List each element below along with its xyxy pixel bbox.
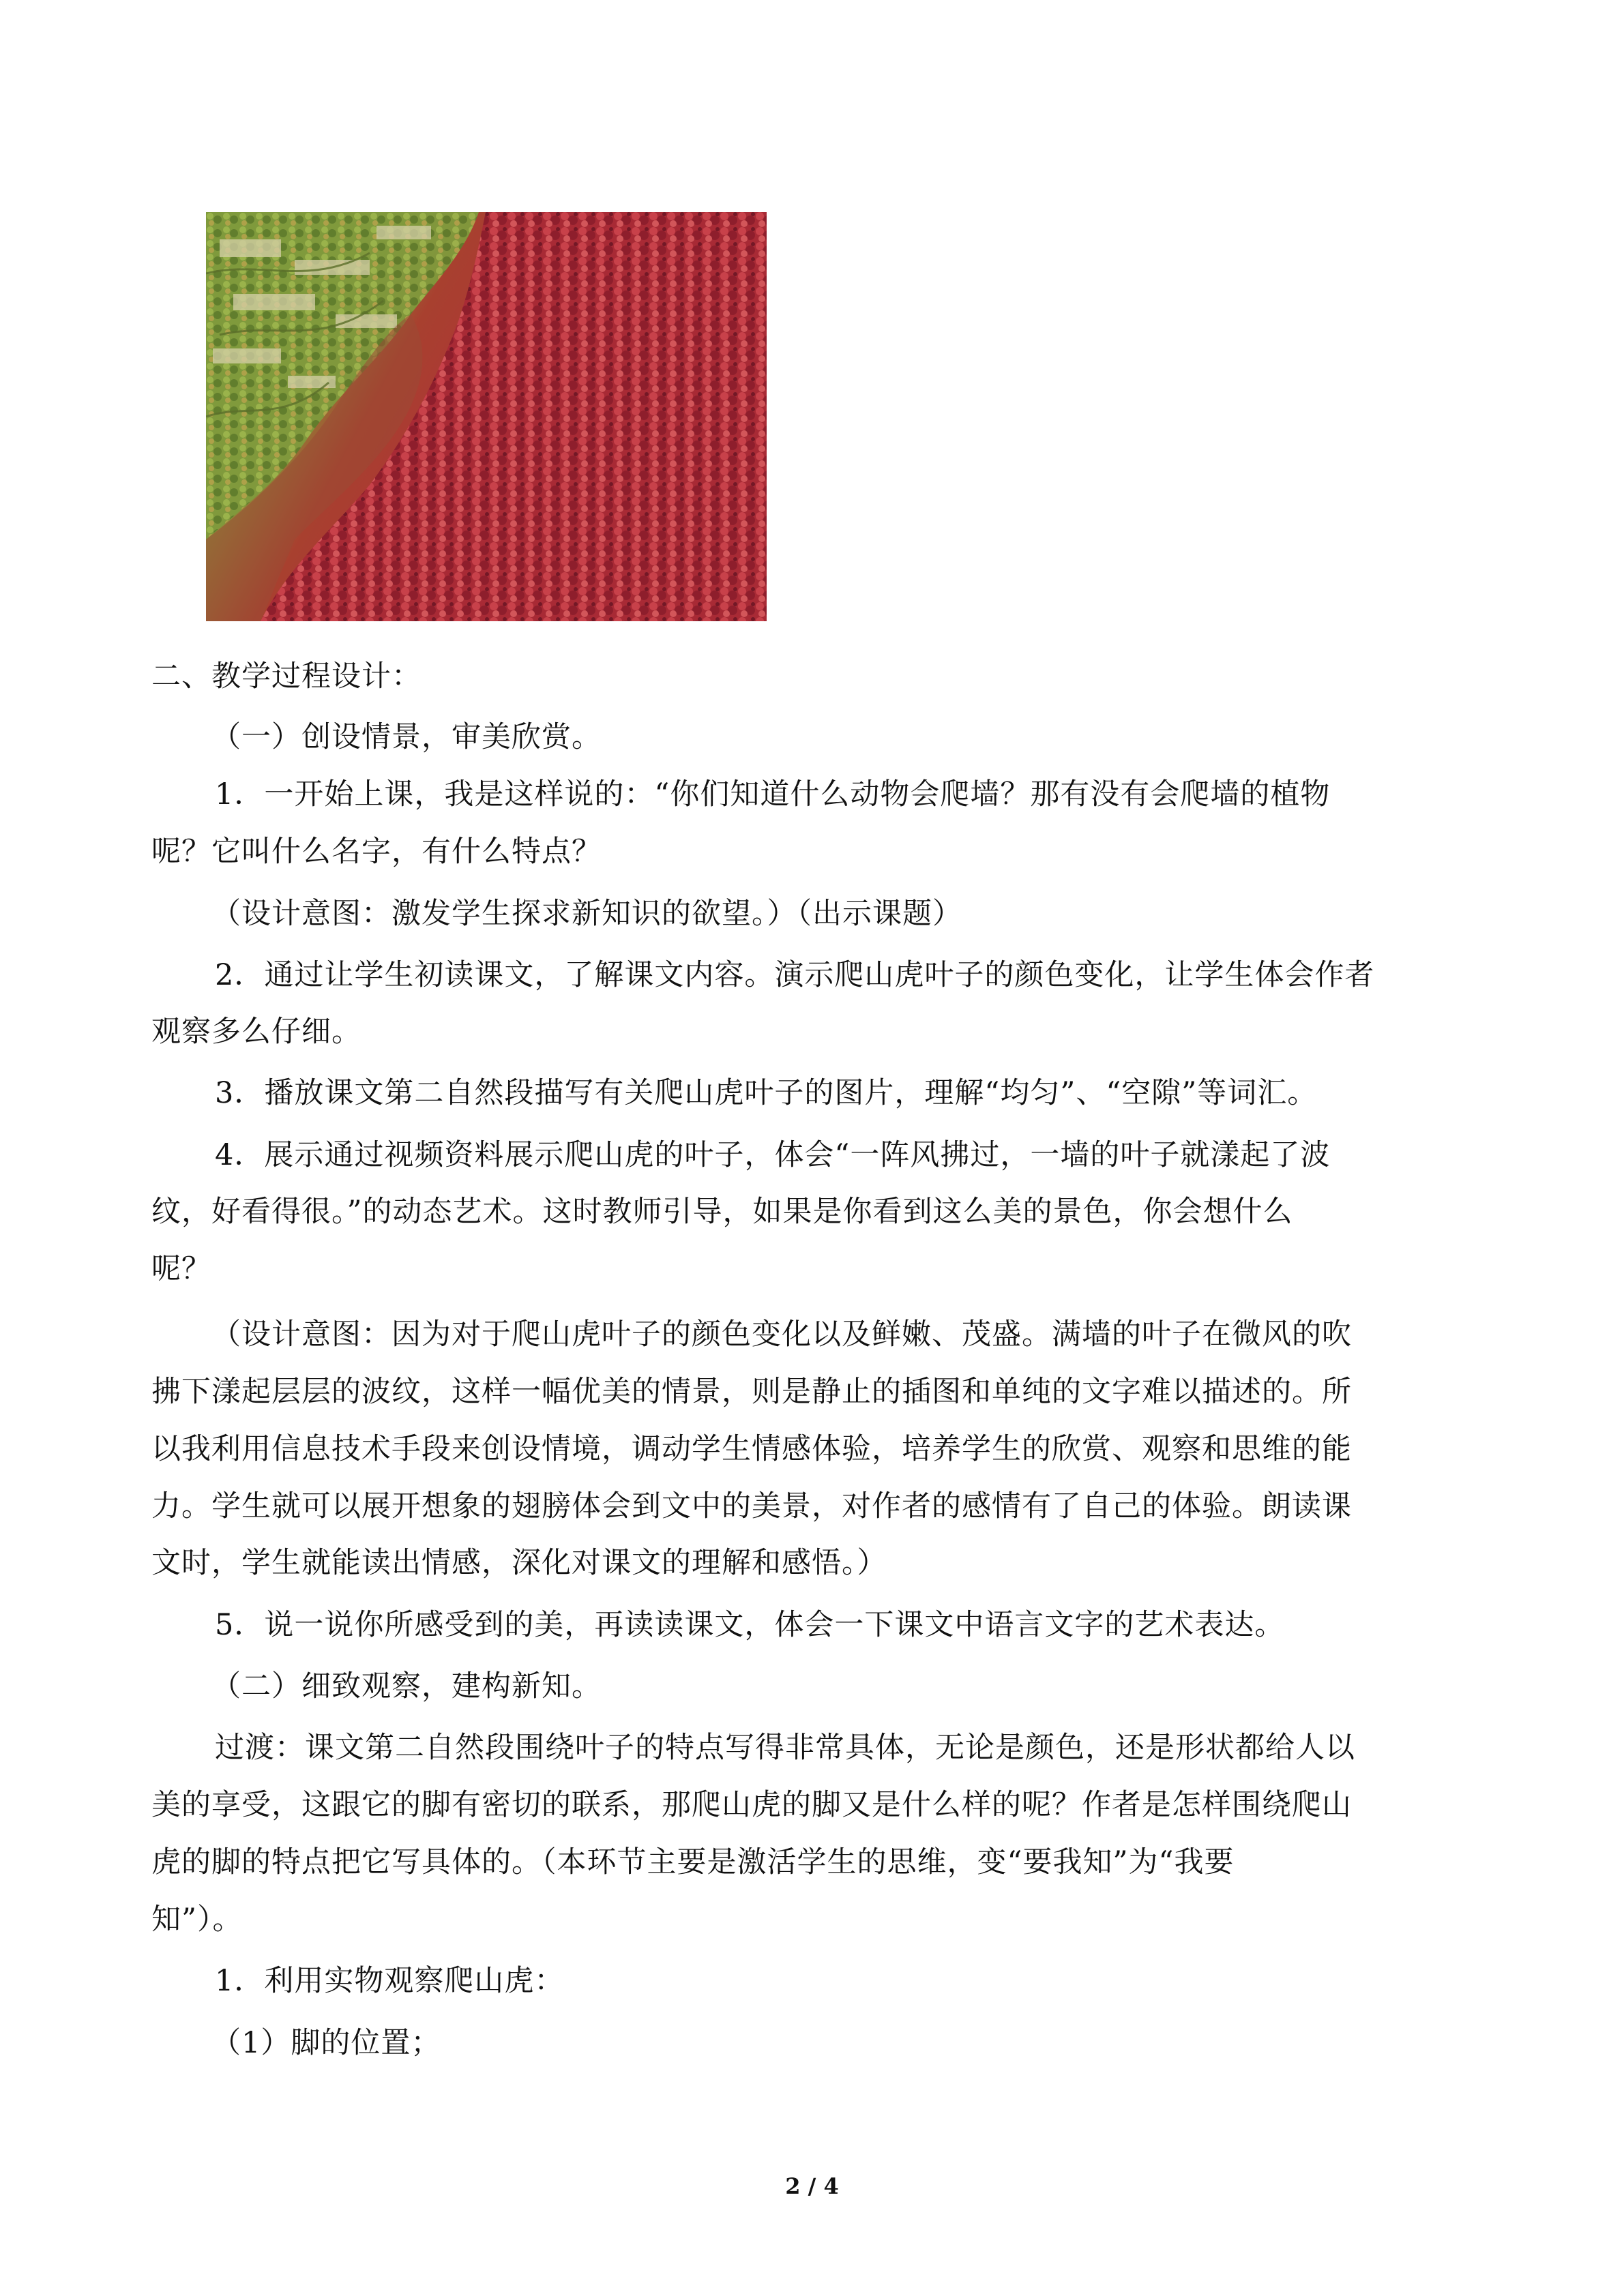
paragraph-line: 拂下漾起层层的波纹，这样一幅优美的情景，则是静止的插图和单纯的文字难以描述的。所 <box>151 1375 1352 1409</box>
ivy-wall-photo <box>206 212 767 621</box>
paragraph-line: 5．说一说你所感受到的美，再读读课文，体会一下课文中语言文字的艺术表达。 <box>215 1608 1285 1642</box>
paragraph-line: 观察多么仔细。 <box>151 1015 361 1049</box>
ivy-wall-image <box>206 212 767 621</box>
paragraph-line: 纹，好看得很。”的动态艺术。这时教师引导，如果是你看到这么美的景色，你会想什么 <box>151 1195 1293 1229</box>
paragraph-line: 以我利用信息技术手段来创设情境，调动学生情感体验，培养学生的欣赏、观察和思维的能 <box>151 1432 1352 1466</box>
paragraph-line: 4．展示通过视频资料展示爬山虎的叶子，体会“一阵风拂过，一墙的叶子就漾起了波 <box>215 1138 1331 1172</box>
section-heading: 二、教学过程设计： <box>151 659 422 694</box>
paragraph-line: 虎的脚的特点把它写具体的。（本环节主要是激活学生的思维，变“要我知”为“我要 <box>151 1845 1235 1879</box>
paragraph-line: （设计意图：因为对于爬山虎叶子的颜色变化以及鲜嫩、茂盛。满墙的叶子在微风的吹 <box>211 1317 1352 1352</box>
paragraph-line: 1．一开始上课，我是这样说的：“你们知道什么动物会爬墙？那有没有会爬墙的植物 <box>215 777 1331 811</box>
subsection-heading: （二）细致观察，建构新知。 <box>211 1669 602 1703</box>
paragraph-line: （设计意图：激发学生探求新知识的欲望。）（出示课题） <box>211 897 962 931</box>
paragraph-line: 过渡：课文第二自然段围绕叶子的特点写得非常具体，无论是颜色，还是形状都给人以 <box>215 1731 1355 1765</box>
paragraph-line: 文时，学生就能读出情感，深化对课文的理解和感悟。） <box>151 1546 887 1580</box>
paragraph-line: 3．播放课文第二自然段描写有关爬山虎叶子的图片，理解“均匀”、“空隙”等词汇。 <box>215 1076 1318 1110</box>
paragraph-line: 呢？它叫什么名字，有什么特点？ <box>151 835 602 869</box>
page-number: 2 / 4 <box>785 2173 839 2199</box>
paragraph-line: 2．通过让学生初读课文，了解课文内容。演示爬山虎叶子的颜色变化，让学生体会作者 <box>215 958 1375 992</box>
paragraph-line: （1）脚的位置； <box>211 2026 441 2060</box>
paragraph-line: 呢？ <box>151 1252 211 1286</box>
paragraph-line: 美的享受，这跟它的脚有密切的联系，那爬山虎的脚又是什么样的呢？作者是怎样围绕爬山 <box>151 1788 1352 1822</box>
subsection-heading: （一）创设情景，审美欣赏。 <box>211 720 602 754</box>
paragraph-line: 力。学生就可以展开想象的翅膀体会到文中的美景，对作者的感情有了自己的体验。朗读课 <box>151 1489 1352 1523</box>
paragraph-line: 1．利用实物观察爬山虎： <box>215 1964 565 1998</box>
paragraph-line: 知”）。 <box>151 1903 243 1937</box>
